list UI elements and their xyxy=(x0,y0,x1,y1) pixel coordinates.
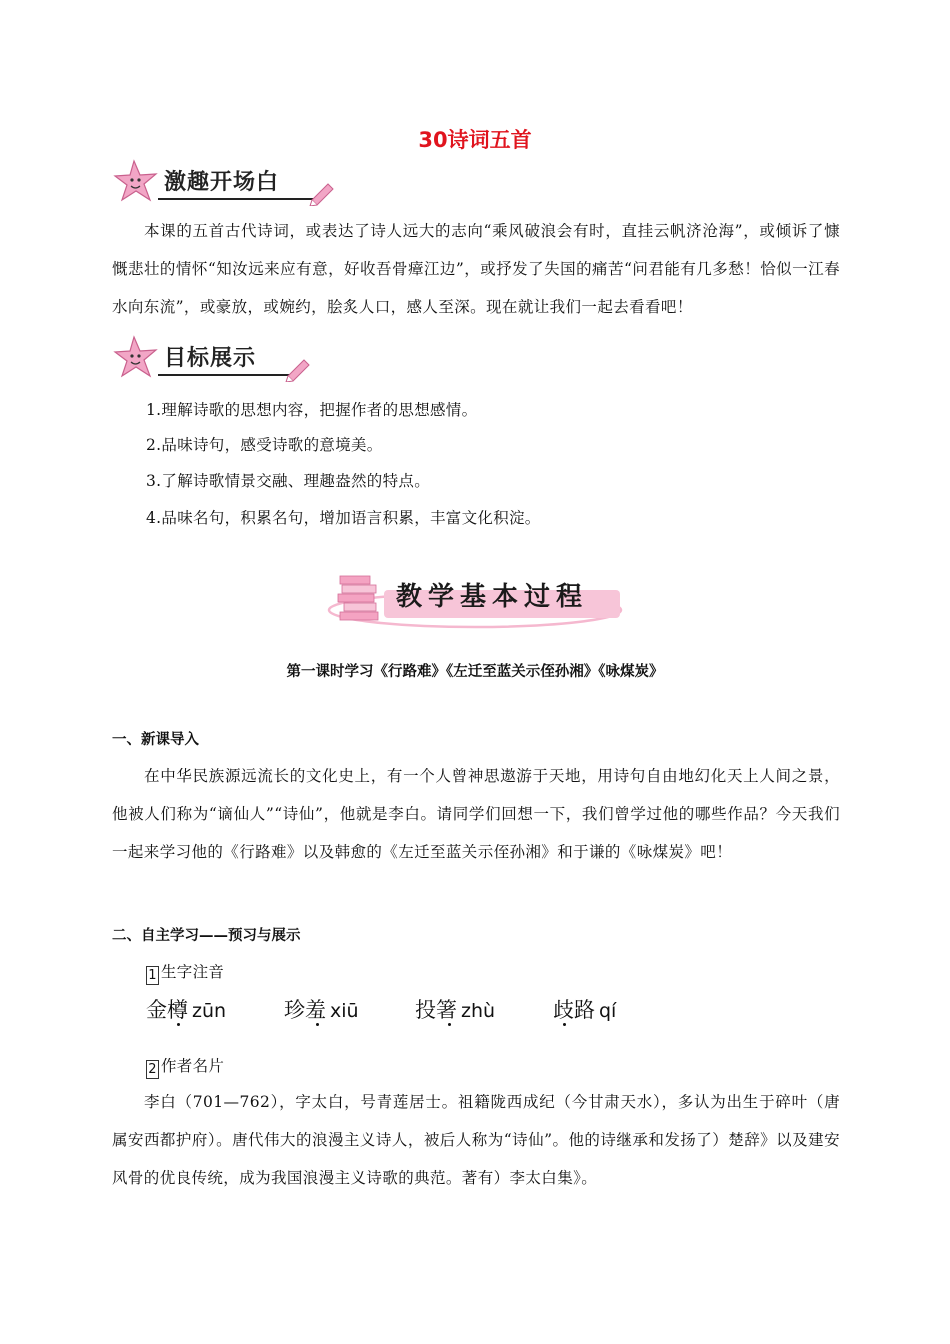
pinyin-reading: xiū xyxy=(330,1000,359,1022)
item1-label-row xyxy=(146,960,224,985)
author-paragraph: 李白（701—762），字太白，号青莲居士。祖籍陇西成纪（今甘肃天水），多认为出生于碎叶（唐属安西都护府）。唐代伟大的浪漫主义诗人，被后人称为“诗仙”。他的诗继承和发扬了）楚辞》以及建安风骨的优良传统，成为我国浪漫主义诗歌的典范。著有）李太白集》。 xyxy=(112,1093,840,1187)
intro-banner-text: 激趣开场白 xyxy=(164,170,280,195)
pinyin-word: 歧路 xyxy=(553,998,595,1022)
pinyin-entry xyxy=(553,994,616,1024)
pinyin-word: 金樽 xyxy=(146,998,188,1022)
goals-banner xyxy=(112,334,322,384)
pinyin-word: 投箸 xyxy=(415,998,457,1022)
emphasis-dot xyxy=(563,1023,566,1026)
pinyin-reading: qí xyxy=(599,1000,617,1022)
part2-heading: 二、自主学习——预习与展示 xyxy=(112,928,301,944)
goal-item: 1.理解诗歌的思想内容，把握作者的思想感情。 xyxy=(146,401,478,419)
goal-item: 4.品味名句，积累名句，增加语言积累，丰富文化积淀。 xyxy=(146,509,541,527)
emphasis-dot xyxy=(316,1023,319,1026)
banner-underline xyxy=(158,374,296,376)
goal-item: 3.了解诗歌情景交融、理趣盎然的特点。 xyxy=(146,472,430,490)
process-banner xyxy=(326,566,624,630)
item2-label-row xyxy=(146,1054,224,1079)
number-box: 1 xyxy=(146,966,159,985)
number-box: 2 xyxy=(146,1060,159,1079)
process-banner-text: 教学基本过程 xyxy=(396,582,589,612)
pinyin-entry xyxy=(284,994,359,1024)
star-icon xyxy=(112,334,162,382)
part1-heading: 一、新课导入 xyxy=(112,732,199,748)
part1-paragraph: 在中华民族源远流长的文化史上，有一个人曾神思遨游于天地，用诗句自由地幻化天上人间之景，他被人们称为“谪仙人”“诗仙”，他就是李白。请同学们回想一下，我们曾学过他的哪些作品？今天我们一起来学习他的《行路难》以及韩愈的《左迁至蓝关示侄孙湘》和于谦的《咏煤炭》吧！ xyxy=(112,767,840,861)
page-title: 30诗词五首 xyxy=(418,128,532,152)
emphasis-dot xyxy=(448,1023,451,1026)
item1-label: 生字注音 xyxy=(161,963,225,981)
intro-paragraph: 本课的五首古代诗词，或表达了诗人远大的志向“乘风破浪会有时，直挂云帆济沧海”，或倾诉了慷慨悲壮的情怀“知汝远来应有意，好收吾骨瘴江边”，或抒发了失国的痛苦“问君能有几多愁！恰似一江春水向东流”，或豪放，或婉约，脍炙人口，感人至深。现在就让我们一起去看看吧！ xyxy=(112,222,840,316)
pinyin-entry xyxy=(415,994,495,1024)
pen-icon xyxy=(308,180,338,206)
pinyin-reading: zūn xyxy=(192,1000,227,1022)
banner-underline xyxy=(158,198,318,200)
pinyin-word: 珍羞 xyxy=(284,998,326,1022)
lesson-title: 第一课时学习《行路难》《左迁至蓝关示侄孙湘》《咏煤炭》 xyxy=(286,664,664,680)
pinyin-entry xyxy=(146,994,226,1024)
item2-label: 作者名片 xyxy=(161,1057,225,1075)
goals-banner-text: 目标展示 xyxy=(164,346,257,371)
pen-icon xyxy=(284,356,314,382)
intro-banner xyxy=(112,158,340,208)
star-icon xyxy=(112,158,162,206)
emphasis-dot xyxy=(177,1023,180,1026)
goal-item: 2.品味诗句，感受诗歌的意境美。 xyxy=(146,436,383,454)
pinyin-reading: zhù xyxy=(461,1000,496,1022)
